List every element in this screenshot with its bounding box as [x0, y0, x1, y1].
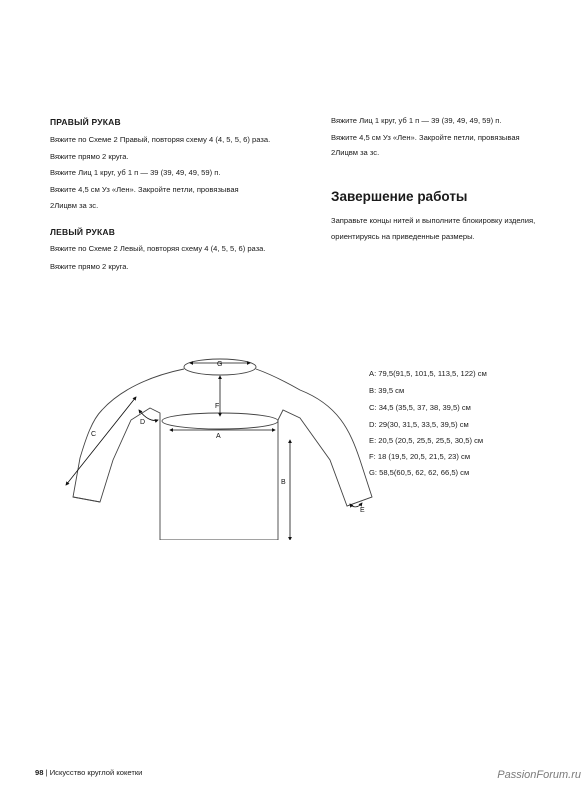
label-d: D: [140, 419, 146, 426]
finishing-heading: Завершение работы: [331, 189, 468, 204]
page-number: 98: [35, 768, 44, 777]
right-sleeve-line-3: Вяжите Лиц 1 круг, уб 1 п — 39 (39, 49, 49, 59) п.: [50, 168, 221, 177]
sweater-schematic: [50, 340, 380, 540]
label-a: A: [216, 433, 221, 440]
measurement-d: D: 29(30, 31,5, 33,5, 39,5) см: [369, 420, 469, 429]
left-sleeve-heading: ЛЕВЫЙ РУКАВ: [50, 227, 116, 237]
footer-separator: |: [45, 768, 48, 777]
publication-title: Искусство круглой кокетки: [49, 768, 143, 777]
measurement-g: G: 58,5(60,5, 62, 62, 66,5) см: [369, 468, 470, 477]
finishing-line-1: Заправьте концы нитей и выполните блокировку изделия,: [331, 216, 536, 225]
left-sleeve-line-2: Вяжите прямо 2 круга.: [50, 262, 129, 271]
continued-line-3: 2Лицвм за зс.: [331, 148, 380, 157]
continued-line-1: Вяжите Лиц 1 круг, уб 1 п — 39 (39, 49, 49, 59) п.: [331, 116, 502, 125]
page-footer: [35, 768, 142, 777]
measurement-f: F: 18 (19,5, 20,5, 21,5, 23) см: [369, 452, 471, 461]
sweater-outline: [73, 369, 372, 540]
measurement-b: B: 39,5 см: [369, 386, 405, 395]
right-sleeve-heading: ПРАВЫЙ РУКАВ: [50, 117, 121, 127]
right-sleeve-line-2: Вяжите прямо 2 круга.: [50, 152, 129, 161]
right-sleeve-line-4: Вяжите 4,5 см Уз «Лен». Закройте петли, провязывая: [50, 185, 239, 194]
finishing-line-2: ориентируясь на приведенные размеры.: [331, 232, 475, 241]
left-sleeve-line-1: Вяжите по Схеме 2 Левый, повторяя схему 4 (4, 5, 5, 6) раза.: [50, 244, 266, 253]
label-c: C: [91, 431, 97, 438]
measurement-a: A: 79,5(91,5, 101,5, 113,5, 122) см: [369, 369, 487, 378]
measurement-c: C: 34,5 (35,5, 37, 38, 39,5) см: [369, 403, 471, 412]
right-sleeve-line-5: 2Лицвм за зс.: [50, 201, 99, 210]
label-g: G: [217, 361, 223, 368]
measurement-e: E: 20,5 (20,5, 25,5, 25,5, 30,5) см: [369, 436, 484, 445]
right-sleeve-line-1: Вяжите по Схеме 2 Правый, повторяя схему 4 (4, 5, 5, 6) раза.: [50, 135, 271, 144]
label-e: E: [360, 507, 365, 514]
site-watermark: PassionForum.ru: [497, 769, 581, 781]
continued-line-2: Вяжите 4,5 см Уз «Лен». Закройте петли, провязывая: [331, 133, 520, 142]
label-f: F: [215, 403, 220, 410]
label-b: B: [281, 479, 286, 486]
